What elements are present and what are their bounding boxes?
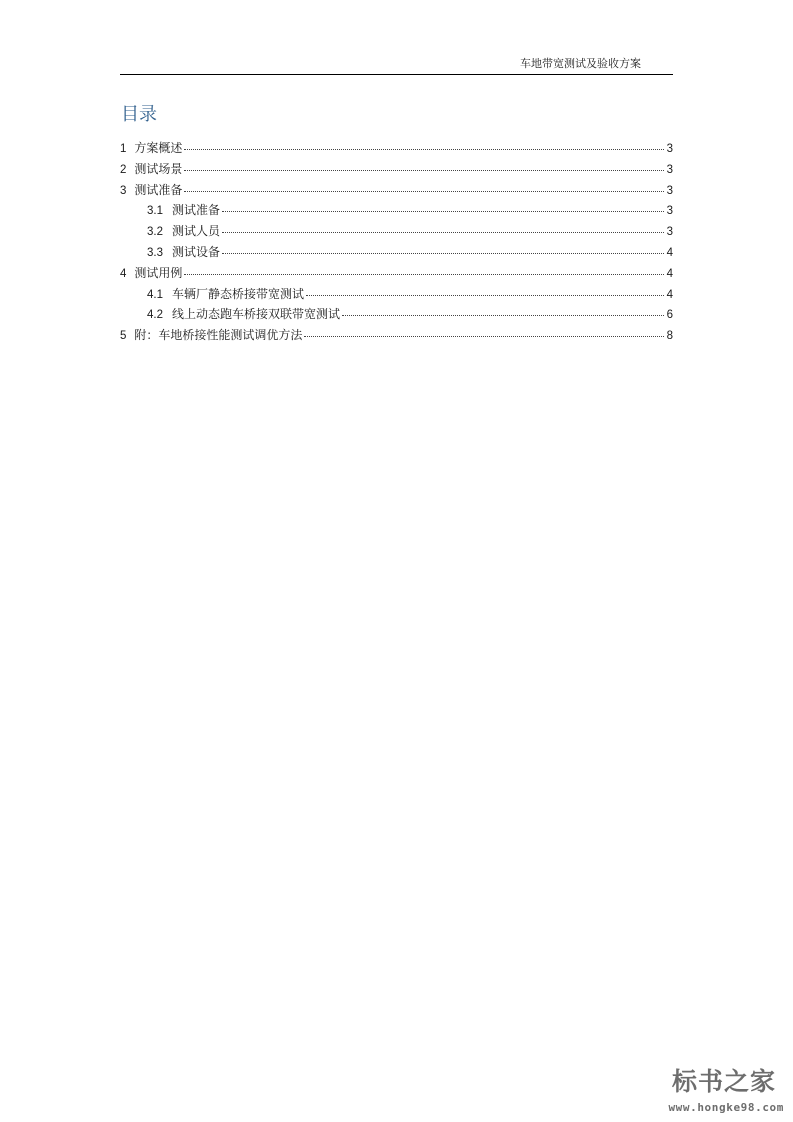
toc-entry-text: 车辆厂静态桥接带宽测试	[172, 286, 305, 301]
toc-entry-3[interactable]	[120, 182, 673, 203]
toc-dot-leader	[222, 200, 664, 212]
toc-entry-2[interactable]	[120, 161, 673, 182]
toc-dot-leader	[184, 180, 664, 192]
toc-entry-3-2[interactable]	[120, 223, 673, 244]
toc-entry-text: 测试人员	[172, 224, 221, 239]
table-of-contents	[120, 140, 673, 348]
toc-entry-5[interactable]	[120, 327, 673, 348]
toc-entry-3-3[interactable]	[120, 244, 673, 265]
toc-entry-3-1[interactable]	[120, 202, 673, 223]
toc-entry-number: 2	[120, 163, 127, 176]
toc-dot-leader	[184, 159, 664, 171]
toc-entry-number: 3	[120, 184, 127, 197]
toc-dot-leader	[304, 325, 664, 337]
toc-dot-leader	[222, 242, 664, 254]
watermark-url: www.hongke98.com	[668, 1101, 784, 1114]
toc-entry-number: 4	[120, 267, 127, 280]
toc-entry-page: 3	[666, 226, 673, 239]
toc-dot-leader	[184, 263, 664, 275]
toc-entry-number: 5	[120, 330, 127, 343]
toc-dot-leader	[342, 304, 664, 316]
toc-entry-4[interactable]	[120, 265, 673, 286]
toc-entry-text: 测试准备	[134, 182, 183, 197]
toc-entry-number: 4.1	[147, 288, 163, 301]
toc-entry-page: 3	[666, 163, 673, 176]
toc-dot-leader	[222, 221, 664, 233]
toc-entry-number: 3.3	[147, 246, 163, 259]
watermark-title: 标书之家	[671, 1067, 776, 1096]
toc-entry-text: 测试用例	[134, 265, 183, 280]
toc-entry-text: 测试准备	[172, 203, 221, 218]
toc-entry-page: 4	[666, 288, 673, 301]
toc-dot-leader	[306, 284, 664, 296]
toc-dot-leader	[184, 138, 664, 150]
toc-entry-4-1[interactable]	[120, 286, 673, 307]
toc-entry-text: 方案概述	[134, 141, 183, 155]
toc-entry-text: 附：车地桥接性能测试调优方法	[134, 328, 303, 343]
toc-entry-page: 3	[666, 143, 673, 155]
toc-entry-4-2[interactable]	[120, 306, 673, 327]
toc-heading: 目录	[121, 104, 157, 125]
toc-entry-text: 线上动态跑车桥接双联带宽测试	[172, 307, 341, 322]
watermark-logo	[640, 1066, 788, 1116]
toc-entry-number: 1	[120, 143, 127, 155]
toc-entry-number: 3.1	[147, 205, 163, 218]
toc-entry-text: 测试设备	[172, 244, 221, 259]
toc-entry-page: 3	[666, 184, 673, 197]
toc-entry-1[interactable]	[120, 140, 673, 161]
page-header	[120, 55, 673, 75]
toc-entry-page: 8	[666, 330, 673, 343]
toc-entry-number: 4.2	[147, 309, 163, 322]
toc-entry-page: 4	[666, 246, 673, 259]
toc-entry-page: 4	[666, 267, 673, 280]
toc-entry-page: 6	[666, 309, 673, 322]
toc-entry-number: 3.2	[147, 226, 163, 239]
toc-entry-text: 测试场景	[134, 161, 183, 176]
document-title: 车地带宽测试及验收方案	[520, 57, 641, 70]
toc-entry-page: 3	[666, 205, 673, 218]
